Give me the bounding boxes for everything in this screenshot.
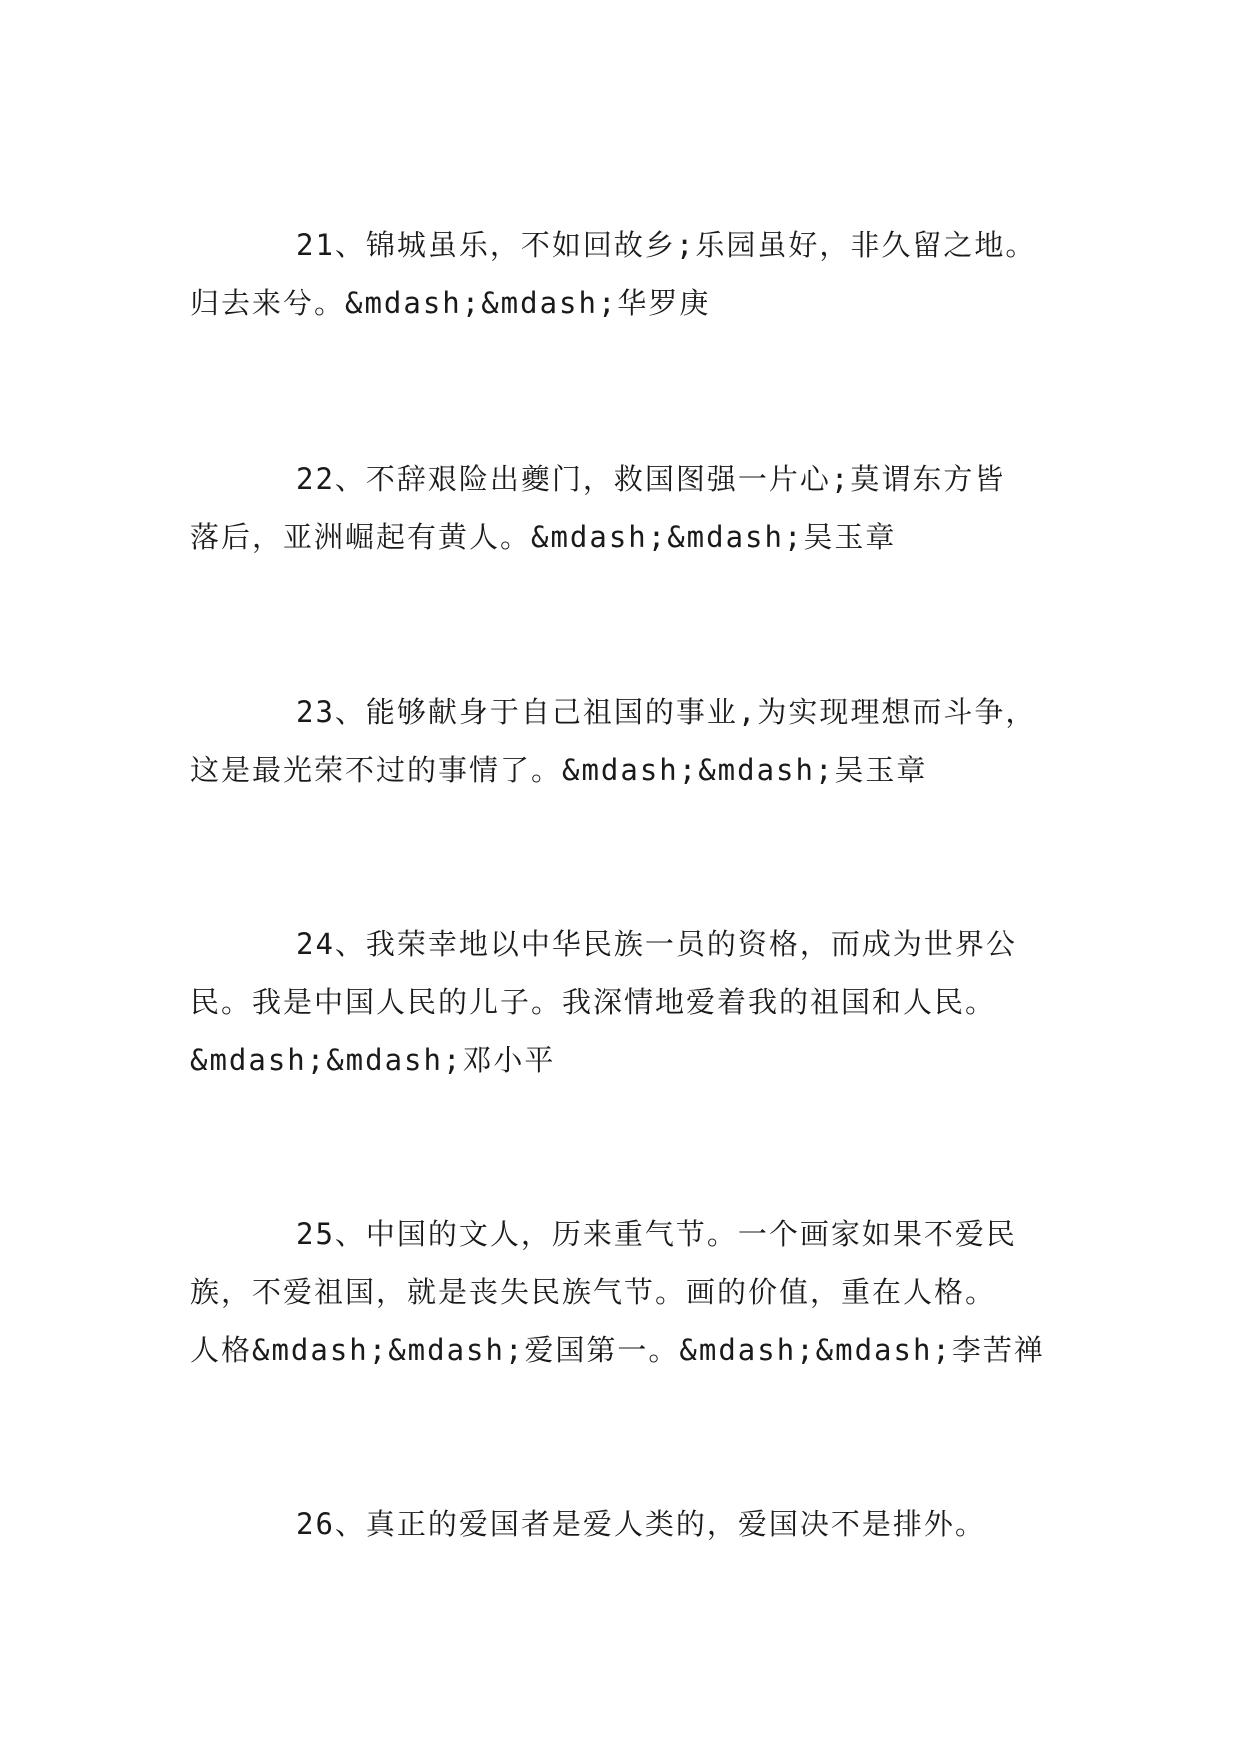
quote-text: 26、真正的爱国者是爱人类的，爱国决不是排外。 (296, 1507, 986, 1541)
quote-text: 22、不辞艰险出夔门，救国图强一片心;莫谓东方皆 (296, 462, 1006, 496)
quote-text: 落后，亚洲崛起有黄人。&mdash;&mdash;吴玉章 (190, 520, 897, 554)
quote-line (190, 1321, 1070, 1379)
quote-line (190, 915, 1070, 973)
quote-line (190, 216, 1070, 274)
quote-text: 族，不爱祖国，就是丧失民族气节。画的价值，重在人格。 (190, 1275, 997, 1309)
quote-line (190, 450, 1070, 508)
quote-line (190, 683, 1070, 741)
quote-paragraph-22 (190, 450, 1070, 566)
quote-paragraph-21 (190, 216, 1070, 332)
quote-text: 这是最光荣不过的事情了。&mdash;&mdash;吴玉章 (190, 753, 928, 787)
quote-line (190, 274, 1070, 332)
quote-line (190, 1205, 1070, 1263)
quote-paragraph-25 (190, 1205, 1070, 1379)
quote-line (190, 973, 1070, 1031)
quote-paragraph-26 (190, 1495, 1070, 1553)
quote-text: &mdash;&mdash;邓小平 (190, 1043, 556, 1077)
quote-text: 民。我是中国人民的儿子。我深情地爱着我的祖国和人民。 (190, 985, 997, 1019)
quote-line (190, 1495, 1070, 1553)
quote-text: 24、我荣幸地以中华民族一员的资格，而成为世界公 (296, 927, 1017, 961)
quote-text: 21、锦城虽乐，不如回故乡;乐园虽好，非久留之地。 (296, 228, 1037, 262)
quote-text: 人格&mdash;&mdash;爱国第一。&mdash;&mdash;李苦禅 (190, 1333, 1045, 1367)
quote-text: 归去来兮。&mdash;&mdash;华罗庚 (190, 286, 711, 320)
quote-line (190, 508, 1070, 566)
quote-text: 25、中国的文人，历来重气节。一个画家如果不爱民 (296, 1217, 1017, 1251)
quote-line (190, 741, 1070, 799)
quote-paragraph-24 (190, 915, 1070, 1089)
quote-line (190, 1263, 1070, 1321)
quote-line (190, 1031, 1070, 1089)
quote-text: 23、能够献身于自己祖国的事业,为实现理想而斗争， (296, 695, 1037, 729)
quote-paragraph-23 (190, 683, 1070, 799)
